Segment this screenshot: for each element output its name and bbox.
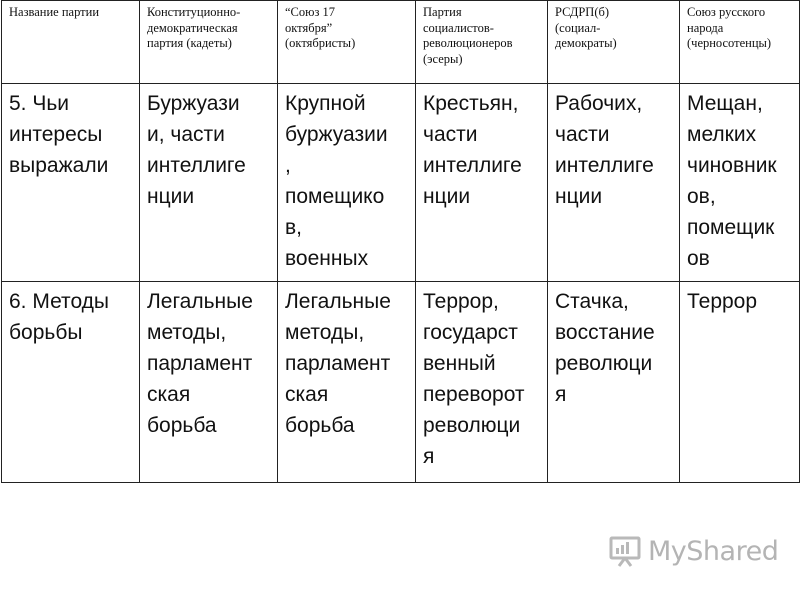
cell-interests-black-hundreds: Мещан, мелких чиновник ов, помещик ов <box>680 84 800 282</box>
cell-interests-octobrists: Крупной буржуазии , помещико в, военных <box>278 84 416 282</box>
row-label-interests: 5. Чьи интересы выражали <box>2 84 140 282</box>
cell-methods-esers: Террор, государст венный переворот революци я <box>416 282 548 483</box>
header-black-hundreds: Союз русского народа (черносотенцы) <box>680 1 800 84</box>
cell-methods-rsdrp: Стачка, восстание революци я <box>548 282 680 483</box>
watermark-text: MyShared <box>648 535 779 567</box>
row-label-methods: 6. Методы борьбы <box>2 282 140 483</box>
cell-methods-black-hundreds: Террор <box>680 282 800 483</box>
cell-interests-esers: Крестьян, части интеллиге нции <box>416 84 548 282</box>
cell-methods-kadets: Легальные методы, парламент ская борьба <box>140 282 278 483</box>
table-row-methods <box>2 282 800 483</box>
header-octobrists: “Союз 17 октября” (октябристы) <box>278 1 416 84</box>
cell-interests-rsdrp: Рабочих, части интеллиге нции <box>548 84 680 282</box>
header-kadets: Конституционно- демократическая партия (кадеты) <box>140 1 278 84</box>
header-rsdrp: РСДРП(б) (социал- демократы) <box>548 1 680 84</box>
table-row-interests <box>2 84 800 282</box>
header-party-name: Название партии <box>2 1 140 84</box>
parties-table <box>1 0 800 483</box>
cell-interests-kadets: Буржуази и, части интеллиге нции <box>140 84 278 282</box>
presentation-board-icon <box>608 534 642 568</box>
header-esers: Партия социалистов- революционеров (эсеры) <box>416 1 548 84</box>
cell-methods-octobrists: Легальные методы, парламент ская борьба <box>278 282 416 483</box>
myshared-watermark <box>608 534 778 568</box>
header-row <box>2 1 800 84</box>
